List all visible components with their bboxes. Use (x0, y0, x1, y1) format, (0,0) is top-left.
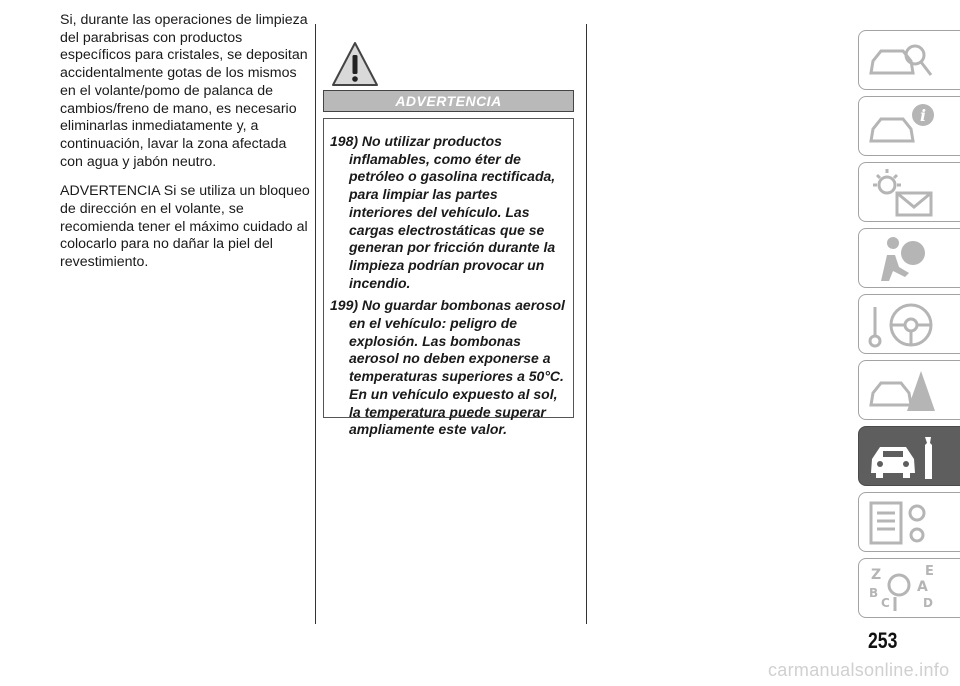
warning-note-198: 198) No utilizar productos inflamables, como éter de petróleo o gasolina rectificada, para limpiar las partes interiores del vehículo. Las cargas electrostáticas que se generan por fricción durante la limpieza podrían provocar un incendio. (330, 133, 556, 291)
key-steering-wheel-icon (865, 299, 937, 351)
chapter-tab-8[interactable] (858, 492, 960, 552)
chapter-tab-4[interactable] (858, 228, 960, 288)
warning-banner: ADVERTENCIA (323, 90, 574, 112)
svg-text:A: A (917, 579, 928, 595)
chapter-tab-2[interactable] (858, 96, 960, 156)
chapter-tab-7-active[interactable] (858, 426, 960, 486)
svg-text:i: i (919, 106, 927, 125)
column-divider-left (315, 24, 316, 624)
car-wrench-icon (865, 431, 937, 483)
svg-text:D: D (923, 596, 933, 610)
warning-triangle-icon (330, 40, 380, 90)
chapter-tab-3[interactable] (858, 162, 960, 222)
chapter-tab-6[interactable] (858, 360, 960, 420)
list-gears-icon (865, 497, 937, 549)
column-divider-right (586, 24, 587, 624)
watermark: carmanualsonline.info (768, 660, 950, 680)
car-info-icon (865, 101, 937, 153)
svg-text:B: B (869, 586, 879, 600)
cleaning-paragraph: Si, durante las operaciones de limpieza del parabrisas con productos específicos para cristales, se depositan accidentalmente gotas de los mismos en el volante/pomo de palanca de cambios/freno de mano, es necesario eliminarlas inmediatamente y, a continuación, lavar la zona afectada con agua y jabón neutro. (60, 12, 308, 170)
svg-text:C: C (881, 596, 890, 610)
svg-text:E: E (925, 564, 934, 579)
light-envelope-icon (865, 167, 937, 219)
warning-note-199: 199) No guardar bombonas aerosol en el vehículo: peligro de explosión. Las bombonas aerosol no deben exponerse a temperaturas superiores a 50°C. En un vehículo expuesto al sol, la temperatura puede superar ampliamente este valor. (330, 297, 565, 438)
airbag-person-icon (865, 233, 937, 285)
alphabet-index-icon (865, 563, 937, 615)
chapter-tab-9[interactable] (858, 558, 960, 618)
left-column-text (60, 12, 312, 284)
steering-lock-warning-paragraph: ADVERTENCIA Si se utiliza un bloqueo de dirección en el volante, se recomienda tener el máximo cuidado al colocarlo para no dañar la piel del revestimiento. (60, 183, 310, 271)
car-warning-icon (865, 365, 937, 417)
chapter-tab-5[interactable] (858, 294, 960, 354)
car-search-icon (865, 35, 937, 87)
chapter-tab-1[interactable] (858, 30, 960, 90)
svg-text:Z: Z (871, 567, 882, 583)
warning-box (323, 118, 574, 438)
page-number: 253 (868, 628, 898, 653)
